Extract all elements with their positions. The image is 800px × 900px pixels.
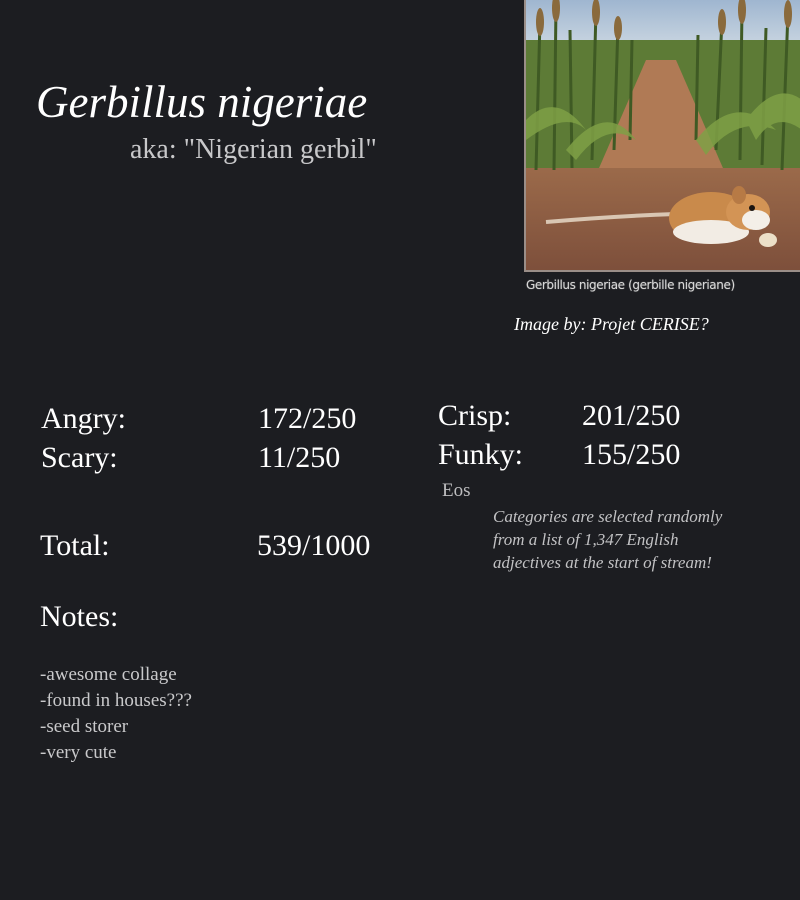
category-disclaimer <box>493 505 722 574</box>
crisp-value: 201/250 <box>582 399 681 432</box>
angry-value: 172/250 <box>258 402 357 435</box>
scary-label: Scary: <box>41 441 118 474</box>
disclaimer-line-1: Categories are selected randomly <box>493 507 723 526</box>
total-label: Total: <box>40 529 110 562</box>
eos-label: Eos <box>442 480 471 501</box>
angry-label: Angry: <box>41 402 126 435</box>
common-name: aka: "Nigerian gerbil" <box>130 134 377 165</box>
image-credit: Image by: Projet CERISE? <box>514 314 709 334</box>
funky-label: Funky: <box>438 438 524 471</box>
funky-value: 155/250 <box>582 438 681 471</box>
scary-value: 11/250 <box>258 441 341 474</box>
total-value: 539/1000 <box>257 529 371 562</box>
note-item: -awesome collage <box>40 664 177 685</box>
note-item: -seed storer <box>40 716 129 737</box>
species-title: Gerbillus nigeriae <box>36 77 368 127</box>
disclaimer-line-2: from a list of 1,347 English <box>493 530 679 549</box>
image-caption: Gerbillus nigeriae (gerbille nigeriane) <box>526 278 735 292</box>
note-item: -found in houses??? <box>40 690 192 711</box>
gerbil-photo <box>524 0 800 272</box>
disclaimer-line-3: adjectives at the start of stream! <box>493 553 712 572</box>
note-item: -very cute <box>40 742 117 763</box>
crisp-label: Crisp: <box>438 399 512 432</box>
notes-heading: Notes: <box>40 600 119 633</box>
